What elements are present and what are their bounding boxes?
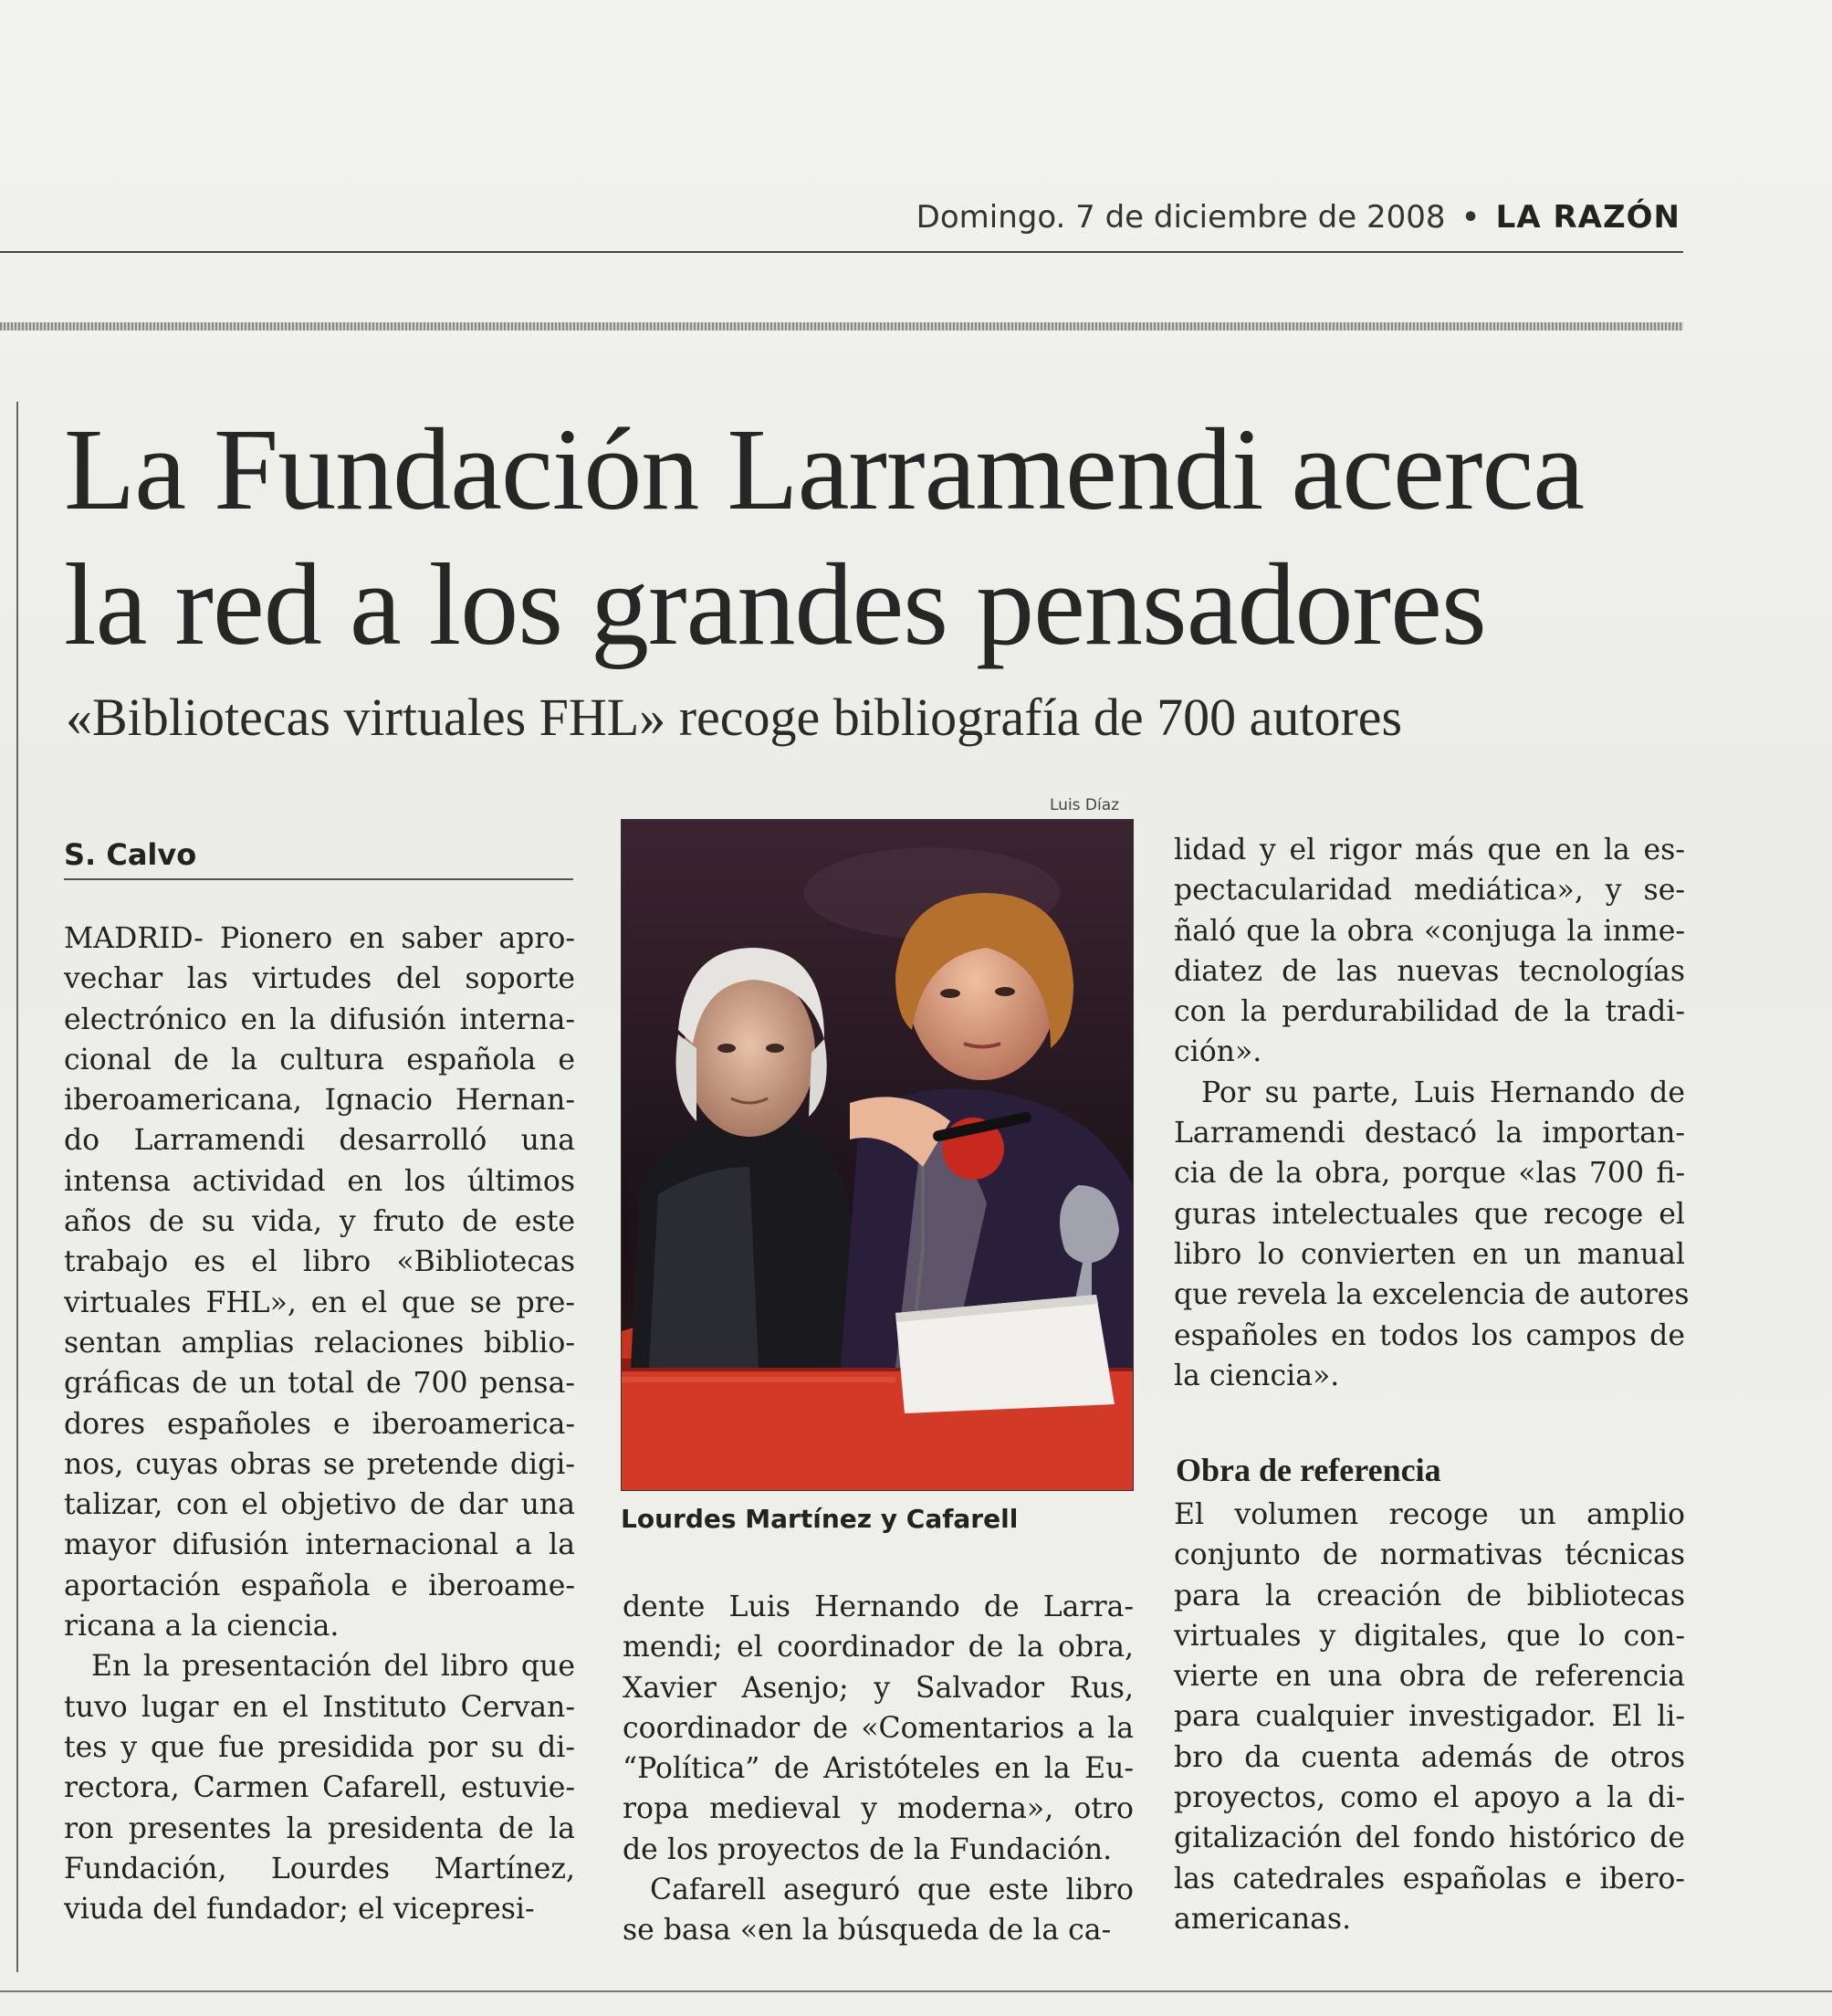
footer-rule [0, 1990, 1832, 1992]
text-line: MADRID- Pionero en saber apro- [64, 922, 575, 955]
text-line: rectora, Carmen Cafarell, estuvie- [64, 1771, 575, 1805]
headline-line-2: la red a los grandes pensadores [64, 540, 1486, 669]
text-line: la ciencia». [1174, 1359, 1340, 1392]
text-line: que revela la excelencia de autores [1174, 1278, 1690, 1312]
text-line: las catedrales españolas e ibero- [1174, 1862, 1685, 1895]
text-line: tes y que fue presidida por su di- [64, 1730, 575, 1764]
text-line: pectacularidad mediática», y se- [1174, 874, 1685, 908]
dateline-separator: • [1461, 201, 1480, 234]
issue-date: Domingo. 7 de diciembre de 2008 [916, 199, 1446, 236]
text-line: cional de la cultura española e [64, 1043, 575, 1076]
text-line: gráficas de un total de 700 pensa- [64, 1367, 575, 1401]
text-line: Larramendi destacó la importan- [1174, 1117, 1685, 1150]
text-line: “Política” de Aristóteles en la Eu- [623, 1752, 1134, 1786]
text-line: mayor difusión internacional a la [64, 1528, 575, 1562]
text-line: do Larramendi desarrolló una [64, 1124, 575, 1158]
column-rule [16, 402, 18, 1972]
text-line: mendi; el coordinador de la obra, [623, 1631, 1134, 1664]
text-line: dente Luis Hernando de Larra- [623, 1591, 1134, 1623]
text-line: ricana a la ciencia. [64, 1610, 340, 1643]
text-line: para cualquier investigador. El li- [1174, 1700, 1685, 1734]
text-line: sentan amplias relaciones biblio- [64, 1326, 575, 1360]
text-line: para la creación de bibliotecas [1174, 1579, 1685, 1612]
text-line: lidad y el rigor más que en la es- [1174, 834, 1685, 866]
text-line: virtuales FHL», en el que se pre- [64, 1286, 575, 1319]
headline-line-1: La Fundación Larramendi acerca [64, 404, 1585, 534]
text-line: se basa «en la búsqueda de la ca- [623, 1914, 1112, 1948]
text-line: iberoamericana, Ignacio Hernan- [64, 1084, 575, 1118]
text-line: nos, cuyas obras se pretende digi- [64, 1447, 575, 1481]
byline-rule [64, 878, 573, 880]
text-line: viuda del fundador; el vicepresi- [64, 1893, 535, 1927]
decorative-rule [0, 322, 1683, 331]
text-line: años de su vida, y fruto de este [64, 1205, 575, 1239]
article-column-3-continued [1174, 1495, 1685, 1939]
text-line: electrónico en la difusión interna- [64, 1003, 575, 1036]
article-column-3 [1174, 830, 1690, 1396]
text-line: americanas. [1174, 1902, 1352, 1936]
text-line: proyectos, como el apoyo a la di- [1174, 1781, 1685, 1815]
article-column-2 [623, 1587, 1134, 1951]
text-line: aportación española e iberoame- [64, 1569, 575, 1602]
text-line: de los proyectos de la Fundación. [623, 1832, 1113, 1866]
dateline [916, 199, 1680, 236]
text-line: ron presentes la presidenta de la [64, 1811, 575, 1845]
subheadline: «Bibliotecas virtuales FHL» recoge bibliografía de 700 autores [66, 688, 1403, 747]
text-line: Xavier Asenjo; y Salvador Rus, [623, 1671, 1134, 1705]
text-line: con la perdurabilidad de la tradi- [1174, 995, 1685, 1029]
text-line: españoles en todos los campos de [1174, 1318, 1685, 1352]
text-line: virtuales y digitales, que lo con- [1174, 1619, 1685, 1653]
headline [64, 402, 1698, 672]
header-rule [0, 251, 1683, 253]
text-line: En la presentación del libro que [91, 1650, 575, 1684]
subsection-title: Obra de referencia [1176, 1452, 1441, 1488]
text-line: libro lo convierten en un manual [1174, 1237, 1685, 1271]
text-line: conjunto de normativas técnicas [1174, 1538, 1685, 1572]
text-line: El volumen recoge un amplio [1174, 1498, 1685, 1531]
text-line: gitalización del fondo histórico de [1174, 1822, 1685, 1855]
text-line: intensa actividad en los últimos [64, 1164, 575, 1198]
text-line: dores españoles e iberoamerica- [64, 1407, 575, 1441]
newspaper-name: LA RAZÓN [1495, 199, 1680, 236]
byline: S. Calvo [64, 837, 197, 872]
text-line: ñaló que la obra «conjuga la inme- [1174, 914, 1685, 948]
text-line: diatez de las nuevas tecnologías [1174, 954, 1685, 988]
text-line: trabajo es el libro «Bibliotecas [64, 1245, 575, 1279]
text-line: bro da cuenta además de otros [1174, 1740, 1685, 1774]
article-column-1 [64, 919, 575, 1929]
article-photo [621, 819, 1134, 1491]
text-line: tuvo lugar en el Instituto Cervan- [64, 1690, 575, 1724]
text-line: ropa medieval y moderna», otro [623, 1792, 1134, 1826]
text-line: coordinador de «Comentarios a la [623, 1711, 1134, 1745]
photo-credit: Luis Díaz [1050, 796, 1120, 814]
photo-illustration [622, 820, 1133, 1490]
text-line: cia de la obra, porque «las 700 fi- [1174, 1157, 1685, 1191]
photo-caption: Lourdes Martínez y Cafarell [621, 1504, 1019, 1534]
text-line: ción». [1174, 1035, 1262, 1069]
text-line: Cafarell aseguró que este libro [650, 1874, 1134, 1907]
text-line: talizar, con el objetivo de dar una [64, 1488, 575, 1522]
text-line: Por su parte, Luis Hernando de [1201, 1076, 1685, 1109]
text-line: vechar las virtudes del soporte [64, 962, 575, 996]
text-line: guras intelectuales que recoge el [1174, 1197, 1685, 1231]
text-line: Fundación, Lourdes Martínez, [64, 1852, 575, 1885]
text-line: vierte en una obra de referencia [1174, 1660, 1685, 1694]
